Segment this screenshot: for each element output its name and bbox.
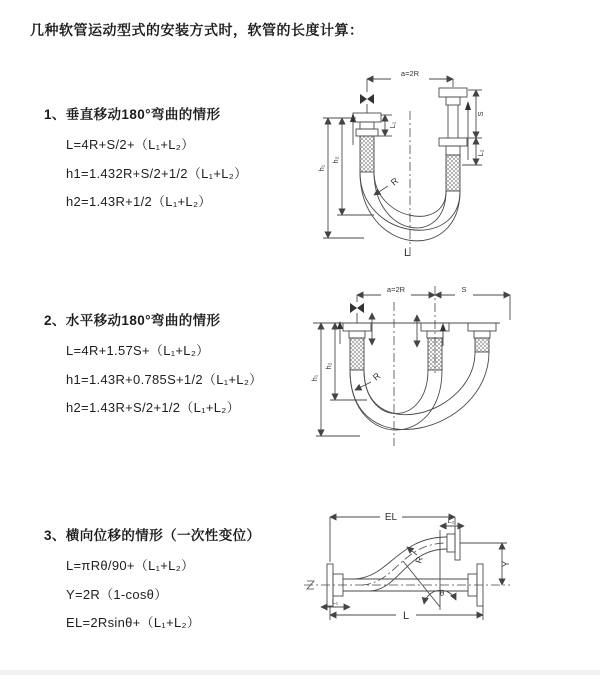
hose-u-loops <box>350 352 489 430</box>
formula-h2: h2=1.43R+1/2（L₁+L₂） <box>66 194 212 209</box>
valve-icon <box>350 303 364 313</box>
formula-h1: h1=1.43R+0.785S+1/2（L₁+L₂） <box>66 371 263 387</box>
dim-label-S: S <box>476 111 485 117</box>
braided-hose-left <box>350 338 364 370</box>
section-1-heading: 1、垂直移动180°弯曲的情形 <box>44 107 221 122</box>
diagram-vertical-180-bend <box>300 65 600 263</box>
braided-hose-right <box>446 155 460 191</box>
section-vertical-movement <box>44 103 247 220</box>
right-fitting <box>468 323 496 338</box>
dim-label-L2: L₂ <box>447 518 455 525</box>
left-fitting <box>353 113 381 136</box>
section-lateral-displacement <box>44 524 260 641</box>
formula-EL: EL=2Rsinθ+（L₁+L₂） <box>66 615 201 630</box>
dim-label-h2: h₂ <box>324 362 333 370</box>
page-bottom-edge <box>0 670 600 675</box>
dim-label-S: S <box>461 285 467 294</box>
dim-label-L: L <box>403 247 411 259</box>
formula-L: L=4R+1.57S+（L₁+L₂） <box>66 343 210 358</box>
dim-label-a2R: a=2R <box>386 285 406 294</box>
braided-hose-left <box>360 136 374 172</box>
dim-label-theta: θ <box>439 589 445 598</box>
dim-label-L: L <box>402 610 410 622</box>
dim-label-h1: h₁ <box>310 374 319 382</box>
right-fitting <box>439 88 467 155</box>
dim-label-Y: Y <box>501 560 511 568</box>
dim-label-L1: L₁ <box>388 121 397 129</box>
dim-label-R: R <box>413 555 425 565</box>
braided-hose-right <box>475 338 489 352</box>
hose-s-curve <box>355 537 447 591</box>
formula-L: L=πRθ/90+（L₁+L₂） <box>66 558 195 573</box>
braided-hose-middle <box>428 338 442 370</box>
dim-label-EL: EL <box>384 512 398 523</box>
formula-L: L=4R+S/2+（L₁+L₂） <box>66 137 195 152</box>
formula-Y: Y=2R（1-cosθ） <box>66 586 168 602</box>
dim-label-a2R: a=2R <box>400 69 420 78</box>
formula-h2: h2=1.43R+S/2+1/2（L₁+L₂） <box>66 400 240 415</box>
diagram-lateral-displacement <box>300 502 600 644</box>
diagram-horizontal-180-bend <box>305 278 600 463</box>
dim-label-R: R <box>370 370 383 383</box>
dim-label-L2: L₂ <box>476 149 485 157</box>
dim-label-R: R <box>388 175 401 188</box>
section-2-heading: 2、水平移动180°弯曲的情形 <box>44 313 221 328</box>
page-title: 几种软管运动型式的安装方式时，软管的长度计算： <box>30 22 364 38</box>
d2-linework <box>313 286 510 446</box>
section-horizontal-movement <box>44 309 262 426</box>
left-fitting <box>343 323 371 338</box>
valve-icon <box>360 94 374 104</box>
d1-linework <box>323 79 482 258</box>
dim-label-L1: L₁ <box>331 599 339 606</box>
dim-label-h2: h₂ <box>331 156 340 164</box>
right-flange-displaced <box>447 526 460 560</box>
formula-h1: h1=1.432R+S/2+1/2（L₁+L₂） <box>66 165 248 181</box>
section-3-heading: 3、横向位移的情形（一次性变位） <box>44 528 261 543</box>
dim-label-h1: h₁ <box>317 164 326 172</box>
d3-labels <box>332 512 511 622</box>
